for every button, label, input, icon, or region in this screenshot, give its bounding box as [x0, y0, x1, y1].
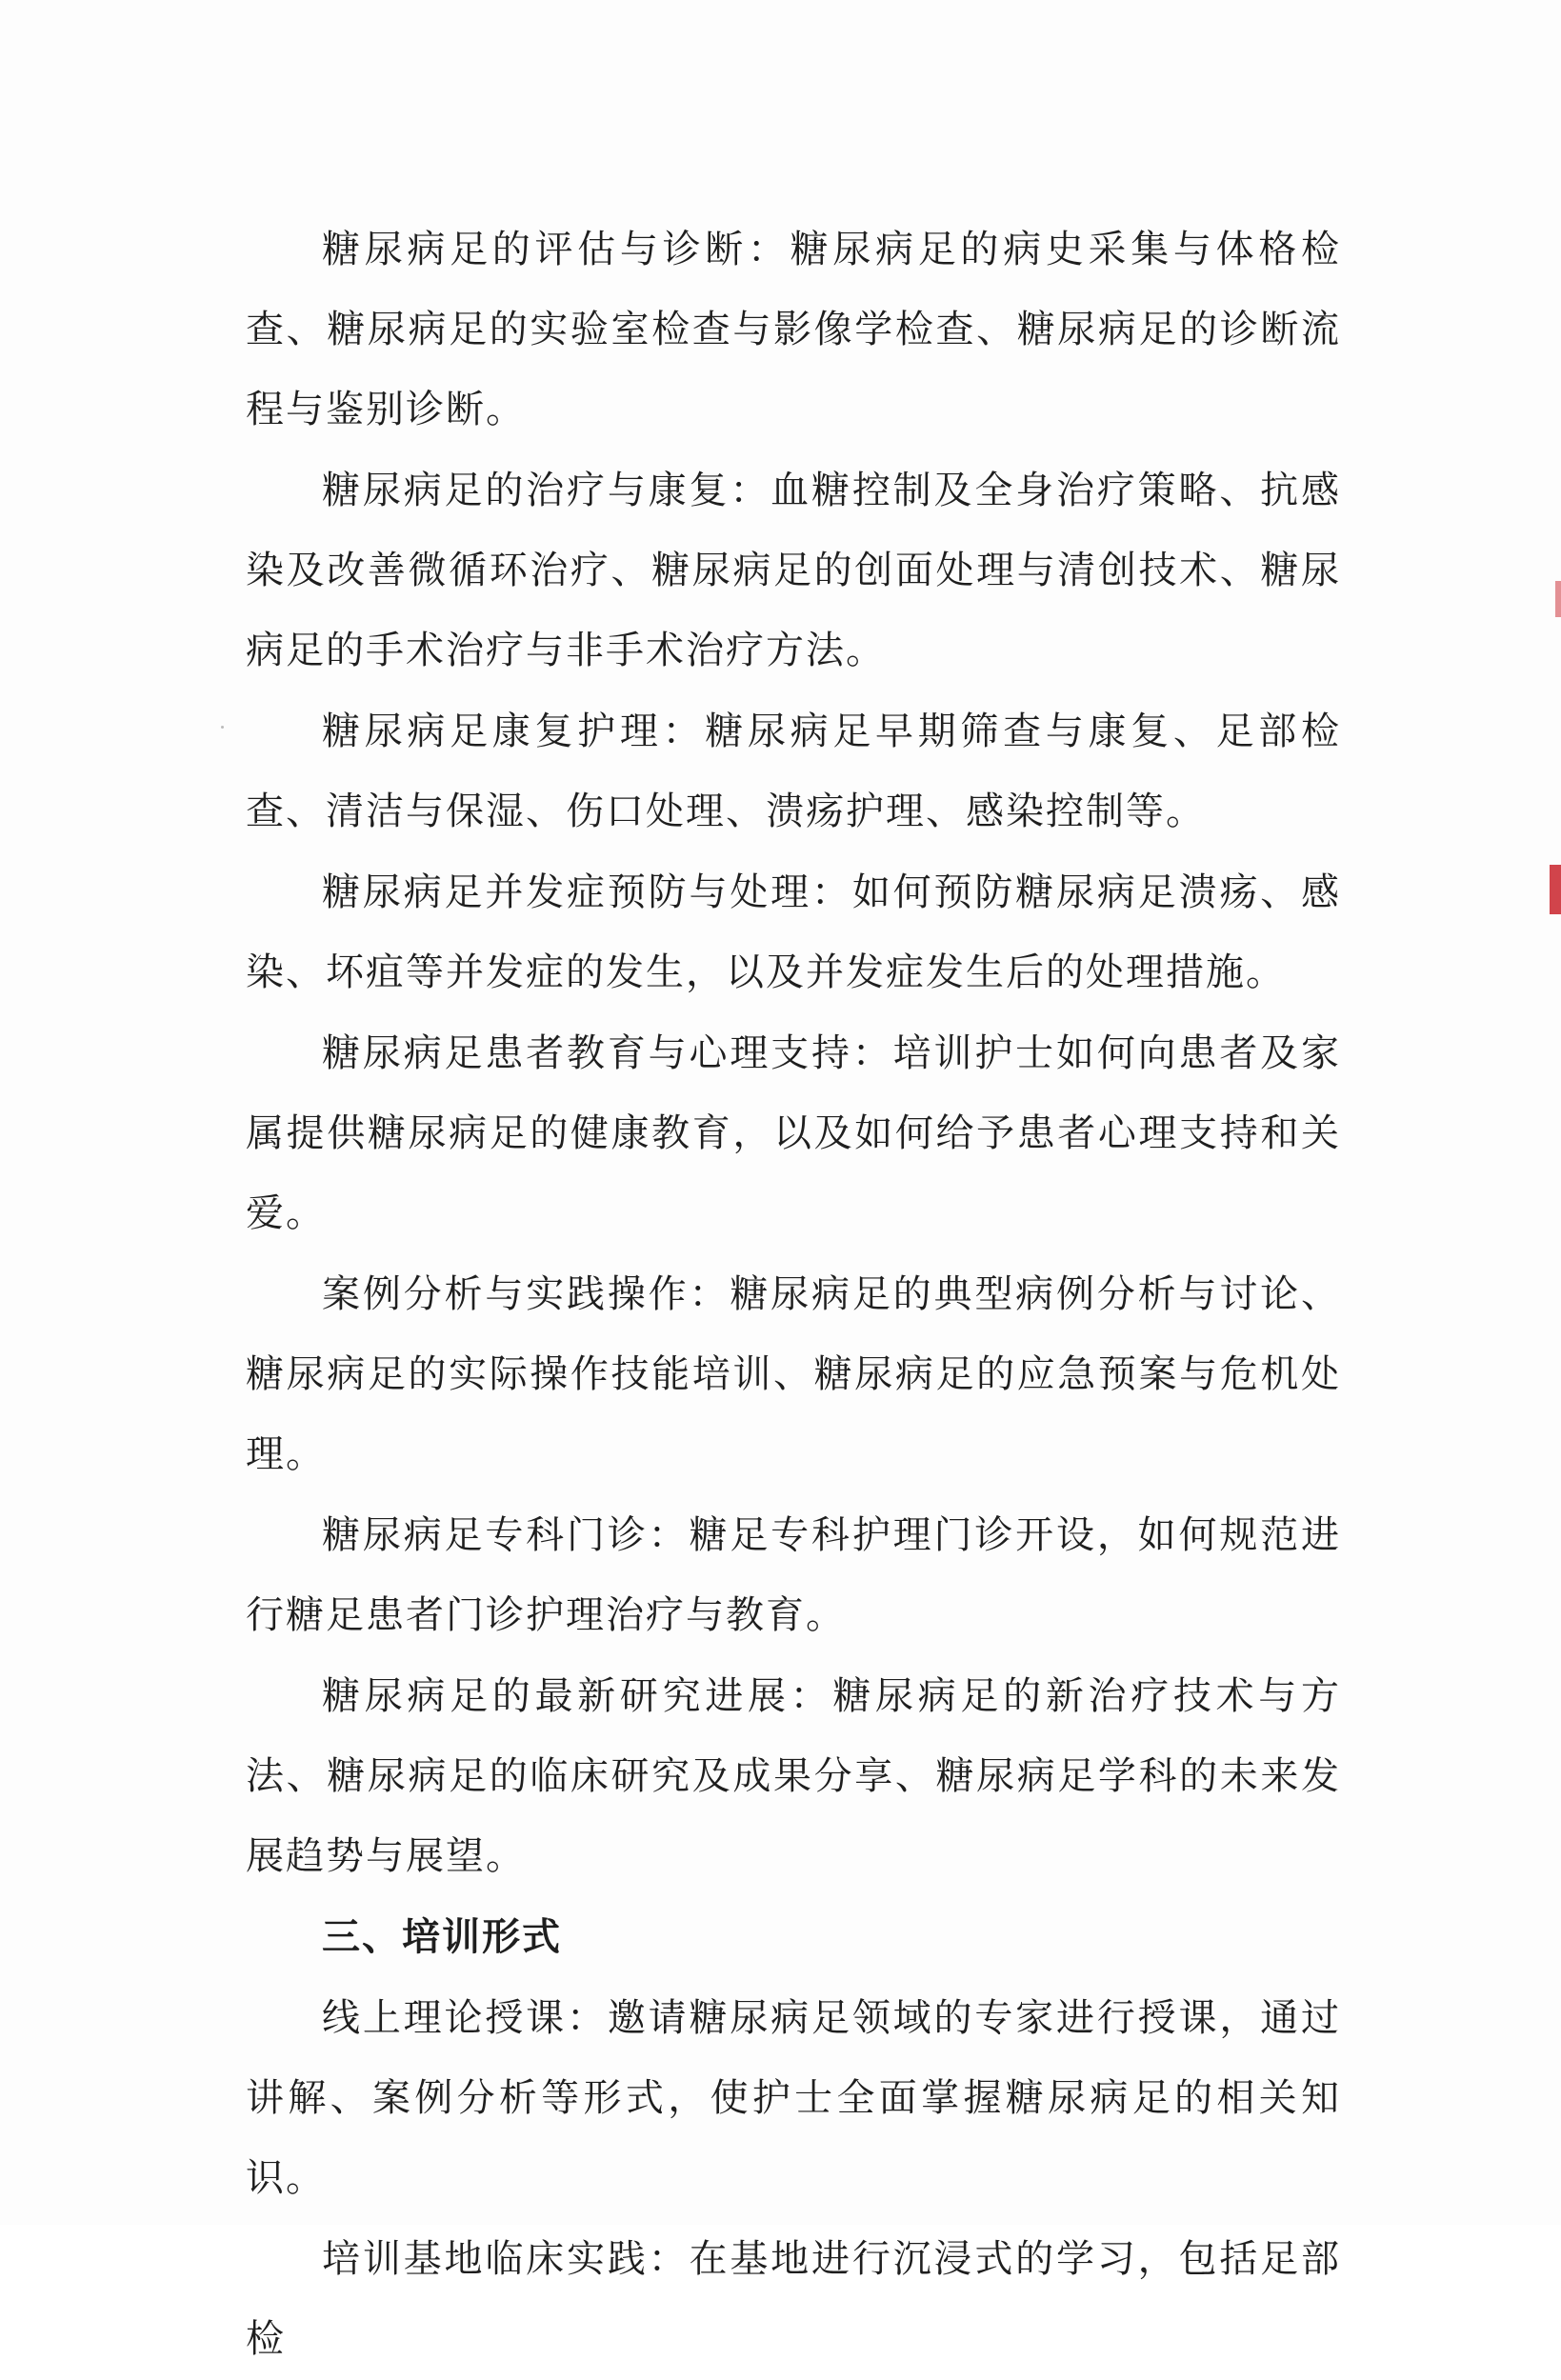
paragraph-research: 糖尿病足的最新研究进展：糖尿病足的新治疗技术与方法、糖尿病足的临床研究及成果分享、糖尿病足学科的未来发展趋势与展望。 [246, 1674, 1341, 1878]
paragraph-assessment: 糖尿病足的评估与诊断：糖尿病足的病史采集与体格检查、糖尿病足的实验室检查与影像学检查、糖尿病足的诊断流程与鉴别诊断。 [246, 228, 1341, 431]
scan-speck [221, 726, 224, 729]
paragraph-clinic: 糖尿病足专科门诊：糖足专科护理门诊开设，如何规范进行糖足患者门诊护理治疗与教育。 [246, 1513, 1341, 1637]
seal-edge-mark [1555, 581, 1561, 617]
paragraph-complications: 糖尿病足并发症预防与处理：如何预防糖尿病足溃疡、感染、坏疽等并发症的发生，以及并发症发生后的处理措施。 [246, 870, 1341, 994]
paragraph-rehab-nursing: 糖尿病足康复护理：糖尿病足早期筛查与康复、足部检查、清洁与保湿、伤口处理、溃疡护理、感染控制等。 [246, 710, 1341, 833]
document-body [246, 210, 1341, 2380]
paragraph-case-analysis: 案例分析与实践操作：糖尿病足的典型病例分析与讨论、糖尿病足的实际操作技能培训、糖尿病足的应急预案与危机处理。 [246, 1272, 1341, 1476]
seal-edge-mark [1550, 865, 1561, 914]
paragraph-treatment: 糖尿病足的治疗与康复：血糖控制及全身治疗策略、抗感染及改善微循环治疗、糖尿病足的创面处理与清创技术、糖尿病足的手术治疗与非手术治疗方法。 [246, 469, 1341, 672]
paragraph-practice: 培训基地临床实践：在基地进行沉浸式的学习，包括足部检 [246, 2237, 1341, 2361]
paragraph-education: 糖尿病足患者教育与心理支持：培训护士如何向患者及家属提供糖尿病足的健康教育，以及如何给予患者心理支持和关爱。 [246, 1031, 1341, 1235]
paragraph-online: 线上理论授课：邀请糖尿病足领域的专家进行授课，通过讲解、案例分析等形式，使护士全面掌握糖尿病足的相关知识。 [246, 1996, 1341, 2200]
section-heading-training-format: 三、培训形式 [322, 1915, 562, 1959]
